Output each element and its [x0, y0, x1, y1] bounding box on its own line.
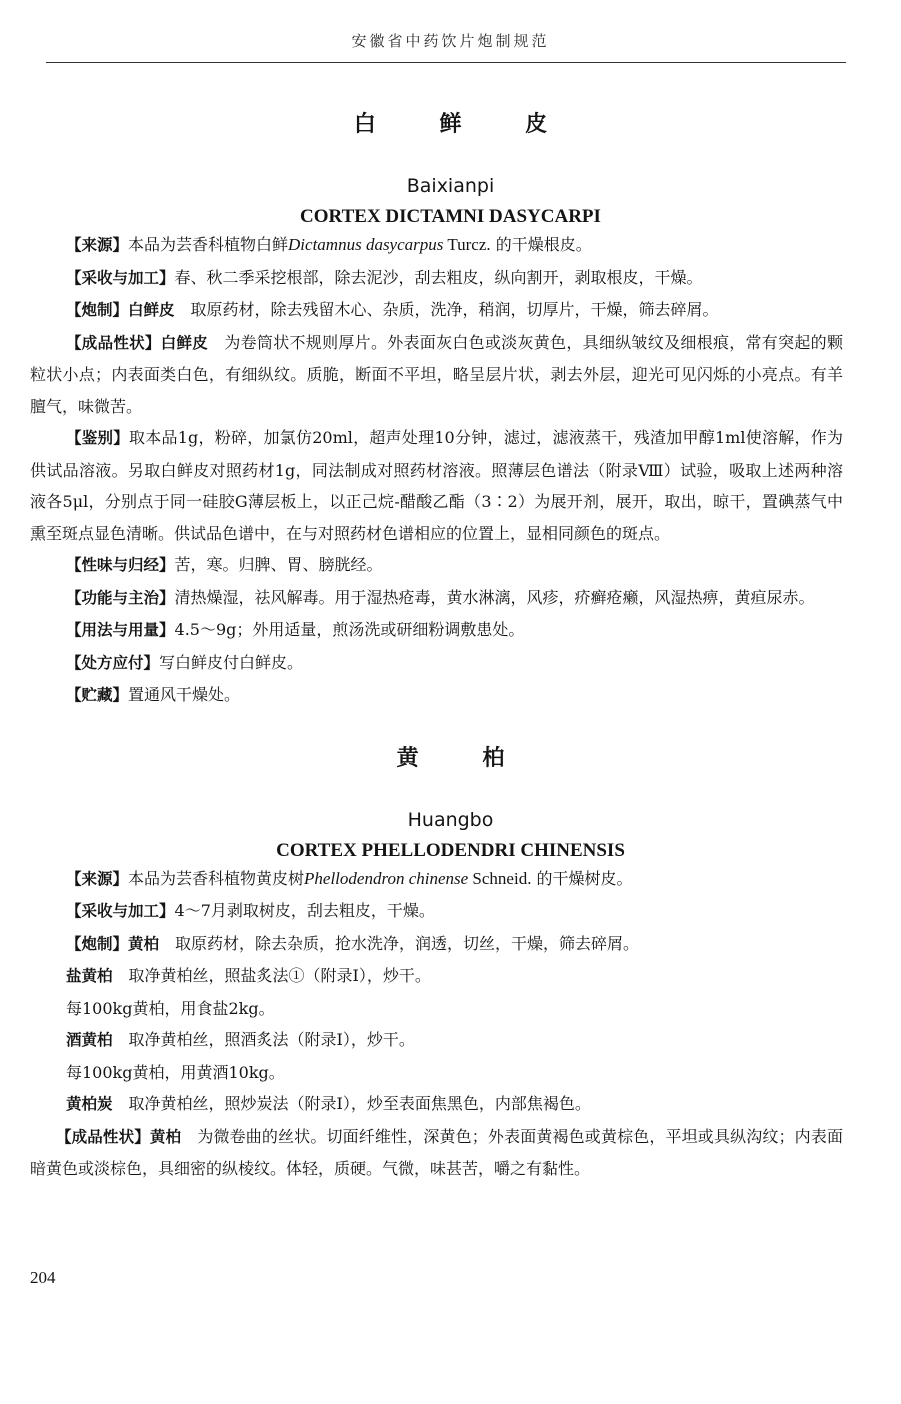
latin-author: Schneid. — [468, 868, 532, 888]
sub-label: 盐黄柏 — [66, 967, 113, 985]
latin-species: Dictamnus dasycarpus — [288, 235, 444, 254]
sub-label: 白鲜皮 — [128, 301, 175, 319]
section-label: 【炮制】 — [66, 934, 129, 953]
section-processing — [30, 928, 843, 961]
section-dosage — [30, 614, 843, 647]
section-label: 【处方应付】 — [66, 653, 160, 672]
entry-title-baixianpi: 白 鲜 皮 — [353, 111, 576, 137]
entry-latin-baixianpi: CORTEX DICTAMNI DASYCARPI — [300, 206, 601, 227]
entry-pinyin-huangbo: Huangbo — [407, 808, 494, 831]
section-text: 每100kg黄柏，用黄酒10kg。 — [66, 1062, 285, 1082]
section-prescription — [30, 647, 843, 680]
section-storage — [30, 679, 843, 712]
latin-species: Phellodendron chinense — [304, 868, 469, 888]
section-text: 取原药材，除去杂质，抢水洗净，润透，切丝，干燥，筛去碎屑。 — [159, 933, 640, 953]
section-text: 的干燥根皮。 — [490, 235, 592, 254]
section-label: 【采收与加工】 — [66, 268, 175, 287]
section-text: 4.5～9g；外用适量，煎汤洗或研细粉调敷患处。 — [174, 620, 525, 639]
section-label: 【炮制】 — [66, 301, 129, 319]
entry-latin-huangbo: CORTEX PHELLODENDRI CHINENSIS — [276, 839, 625, 861]
section-label: 【贮藏】 — [66, 686, 129, 704]
sub-label: 白鲜皮 — [160, 333, 209, 352]
sub-label: 黄柏炭 — [66, 1095, 113, 1113]
section-text: 取原药材，除去残留木心、杂质，洗净，稍润，切厚片，干燥，筛去碎屑。 — [174, 300, 719, 319]
section-function — [30, 582, 843, 615]
entry-pinyin-baixianpi: Baixianpi — [406, 175, 495, 197]
page-content — [0, 104, 901, 1185]
section-label: 【性味与归经】 — [66, 556, 175, 574]
section-label: 【来源】 — [66, 869, 129, 888]
subsection-salt-ratio — [30, 993, 843, 1025]
section-label: 【功能与主治】 — [66, 588, 175, 607]
section-text: 取净黄柏丝，照盐炙法①（附录Ⅰ），炒干。 — [112, 966, 431, 985]
section-character — [30, 1121, 843, 1185]
section-text: 写白鲜皮付白鲜皮。 — [159, 652, 304, 672]
section-source — [30, 863, 843, 896]
section-identification — [30, 422, 843, 549]
section-text: 本品为芸香科植物白鲜 — [128, 235, 289, 254]
subsection-wine — [30, 1024, 843, 1057]
section-text: 春、秋二季采挖根部，除去泥沙，刮去粗皮，纵向割开，剥取根皮，干燥。 — [174, 267, 703, 287]
page-number: 204 — [30, 1268, 56, 1287]
section-harvest — [30, 895, 843, 928]
sub-label: 黄柏 — [149, 1127, 182, 1146]
section-label: 【成品性状】 — [66, 333, 161, 352]
section-text: 为卷筒状不规则厚片。外表面灰白色或淡灰黄色，具细纵皱纹及细根痕，常有突起的颗粒状小点；内表面类白色，有细纵纹。质脆，断面不平坦，略呈层片状，剥去外层，迎光可见闪烁的小亮点。有羊膻气，味微苦。 — [30, 332, 843, 416]
sub-label: 黄柏 — [128, 934, 160, 953]
section-label: 【鉴别】 — [66, 429, 130, 447]
section-label: 【采收与加工】 — [66, 902, 175, 920]
section-label: 【用法与用量】 — [66, 621, 175, 639]
section-source — [30, 229, 843, 262]
sub-label: 酒黄柏 — [66, 1031, 113, 1049]
section-text: 的干燥树皮。 — [531, 868, 633, 888]
subsection-wine-ratio — [30, 1057, 843, 1089]
section-text: 本品为芸香科植物黄皮树 — [128, 868, 305, 888]
section-processing — [30, 294, 843, 327]
section-text: 4～7月剥取树皮，刮去粗皮，干燥。 — [174, 901, 435, 920]
header-divider — [46, 62, 846, 63]
section-text: 苦，寒。归脾、胃、膀胱经。 — [174, 555, 383, 574]
subsection-charcoal — [30, 1088, 843, 1121]
section-label: 【来源】 — [66, 236, 129, 254]
section-text: 每100kg黄柏，用食盐2kg。 — [66, 998, 275, 1018]
section-text: 置通风干燥处。 — [128, 685, 241, 704]
latin-author: Turcz. — [443, 235, 491, 254]
section-text: 取净黄柏丝，照酒炙法（附录Ⅰ），炒干。 — [112, 1030, 415, 1049]
entry-title-huangbo: 黄 柏 — [396, 744, 533, 771]
subsection-salt — [30, 960, 843, 993]
section-text: 取净黄柏丝，照炒炭法（附录Ⅰ），炒至表面焦黑色，内部焦褐色。 — [112, 1094, 591, 1113]
running-header: 安徽省中药饮片炮制规范 — [351, 32, 550, 50]
section-text: 为微卷曲的丝状。切面纤维性，深黄色；外表面黄褐色或黄棕色，平坦或具纵沟纹；内表面暗黄色或淡棕色，具细密的纵棱纹。体轻，质硬。气微，味甚苦，嚼之有黏性。 — [30, 1126, 843, 1178]
section-text: 取本品1g，粉碎，加氯仿20ml，超声处理10分钟，滤过，滤液蒸干，残渣加甲醇1ml使溶解，作为供试品溶液。另取白鲜皮对照药材1g，同法制成对照药材溶液。照薄层色谱法（附录Ⅷ）试验，吸取上述两种溶液各5μl，分别点于同一硅胶G薄层板上，以正己烷-醋酸乙酯（3∶2）为展开剂，展开，取出，晾干，置碘蒸气中熏至斑点显色清晰。供试品色谱中，在与对照药材色谱相应的位置上，显相同颜色的斑点。 — [30, 428, 843, 543]
section-text: 清热燥湿，祛风解毒。用于湿热疮毒，黄水淋漓，风疹，疥癣疮癞，风湿热痹，黄疸尿赤。 — [174, 587, 815, 607]
section-label: 【成品性状】 — [56, 1127, 150, 1146]
section-harvest — [30, 262, 843, 295]
section-character — [30, 327, 843, 423]
section-taste — [30, 549, 843, 582]
entry-spacer — [0, 712, 901, 738]
